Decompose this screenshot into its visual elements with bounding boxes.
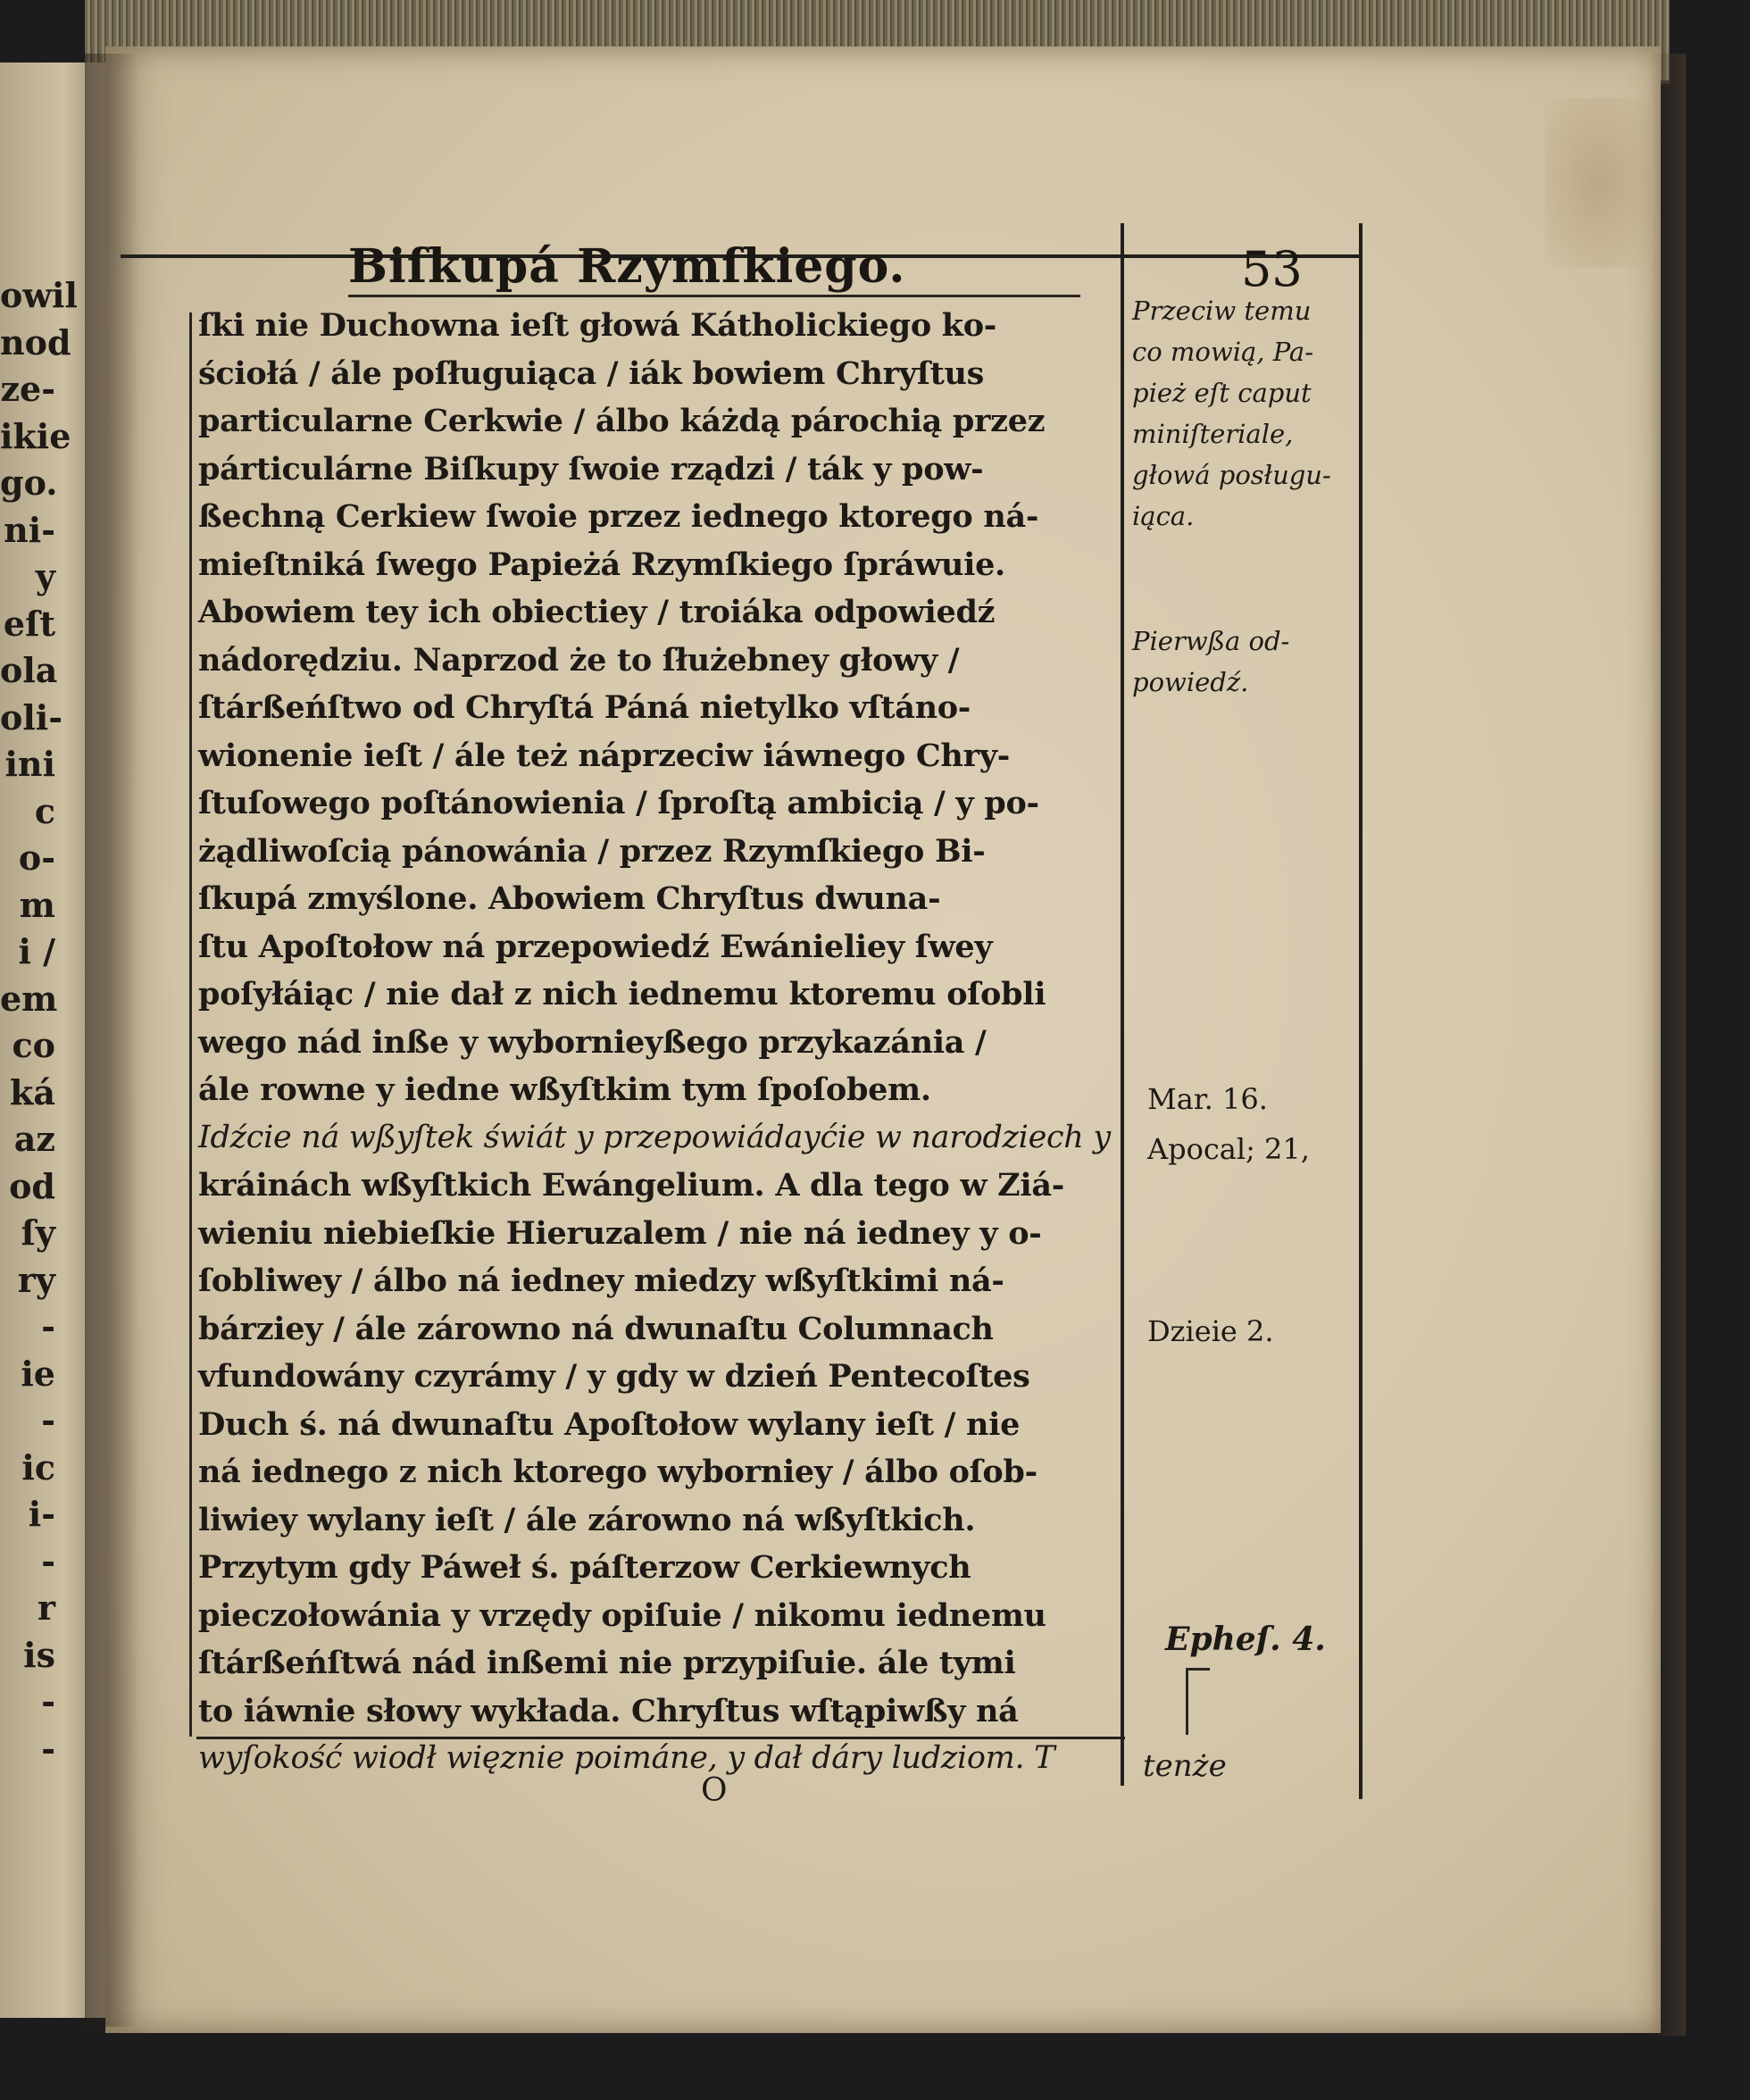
- margin-note-pierwsza: [1132, 621, 1366, 703]
- left-page-fragment: em: [0, 978, 58, 1019]
- text-line: mieſtniká ſwego Papieżá Rzymſkiego ſpráwuie.: [198, 546, 1005, 583]
- paper-stain: [1545, 98, 1652, 268]
- left-page-fragment: r: [37, 1588, 55, 1628]
- left-page-fragment: i /: [18, 931, 55, 971]
- margin-note-line: Pierwßa od-: [1132, 626, 1290, 656]
- left-page-fragment: ſy: [21, 1212, 55, 1253]
- left-page-fragment: ola: [0, 650, 58, 690]
- margin-ref-apocal: Apocal; 21,: [1147, 1132, 1310, 1166]
- left-page-fragment: ini: [4, 744, 55, 784]
- catchword: tenże: [1143, 1748, 1227, 1784]
- margin-note-przeciw: [1132, 290, 1366, 537]
- signature-mark: O: [701, 1772, 728, 1809]
- margin-note-line: powiedź.: [1132, 667, 1249, 697]
- left-page-fragment: m: [19, 884, 55, 925]
- margin-note-line: pież eſt caput: [1132, 378, 1312, 408]
- text-line: ßechną Cerkiew ſwoie przez iednego ktorego ná-: [198, 498, 1039, 535]
- text-line: Duch ś. ná dwunaſtu Apoſtołow wylany ieſt / nie: [198, 1405, 1021, 1443]
- left-page-fragment: nod: [0, 321, 71, 362]
- left-page-fragment: oli-: [0, 696, 62, 738]
- left-page-fragment: c: [34, 790, 55, 831]
- left-page-fragment: -: [41, 1306, 55, 1346]
- running-head-underline: [348, 295, 1080, 297]
- left-page-fragment: ie: [21, 1353, 55, 1394]
- text-line: vfundowány czyrámy / y gdy w dzień Pentecoſtes: [198, 1358, 1030, 1395]
- text-line: wego nád inße y wybornieyßego przykazánia /: [198, 1023, 987, 1061]
- text-line: Przytym gdy Páweł ś. páſterzow Cerkiewnych: [198, 1549, 971, 1586]
- text-line: párticulárne Biſkupy ſwoie rządzi / ták y pow-: [198, 450, 984, 488]
- margin-ref-mar: Mar. 16.: [1147, 1082, 1268, 1116]
- running-head: Biſkupá Rzymſkiego.: [348, 239, 906, 294]
- text-line: ściołá / ále poſługuiąca / iák bowiem Chryſtus: [198, 354, 984, 392]
- text-line: żądliwoſcią pánowánia / przez Rzymſkiego Bi-: [198, 832, 986, 870]
- page-number: 53: [1241, 241, 1303, 297]
- left-page-fragment: go.: [0, 462, 58, 503]
- text-line: wionenie ieſt / ále też náprzeciw iáwnego Chry-: [198, 737, 1010, 774]
- margin-note-line: co mowią, Pa-: [1132, 337, 1313, 367]
- left-page-fragment: eſt: [3, 603, 55, 644]
- left-page-fragment: -: [41, 1540, 55, 1581]
- text-line: ále rowne y iedne wßyſtkim tym ſpoſobem.: [198, 1071, 931, 1108]
- text-line: ſtu Apoſtołow ná przepowiedź Ewánieliey ſwey: [198, 928, 993, 965]
- text-line: ſtárßeńſtwo od Chryſtá Páná nietylko vſtáno-: [198, 689, 971, 726]
- left-page-fragment: is: [23, 1634, 55, 1675]
- text-line: kráinách wßyſtkich Ewángelium. A dla tego w Ziá-: [198, 1167, 1064, 1204]
- gutter-shadow: [85, 54, 138, 2027]
- margin-note-line: miniſteriale,: [1132, 419, 1294, 449]
- page-edge-shadow: [1650, 54, 1686, 2036]
- text-line: ſobliwey / álbo ná iedney miedzy wßyſtkimi ná-: [198, 1262, 1004, 1299]
- left-page-fragment: -: [41, 1681, 55, 1721]
- left-page-fragment: co: [12, 1025, 55, 1065]
- text-line: ſtárßeńſtwá nád inßemi nie przypiſuie. ále tymi: [198, 1645, 1016, 1681]
- left-page-fragment: ze-: [0, 369, 55, 409]
- left-page-fragment: y: [35, 556, 55, 596]
- text-frame-left-rule: [189, 312, 192, 1737]
- margin-note-line: iąca.: [1132, 501, 1195, 531]
- text-line: particularne Cerkwie / álbo káżdą párochią przez: [198, 403, 1046, 439]
- text-line: wyſokość wiodł więznie poimáne, y dał dáry ludziom. T: [198, 1740, 1055, 1776]
- text-line: ná iednego z nich ktorego wyborniey / álbo oſob-: [198, 1454, 1038, 1490]
- left-page-fragment: -: [41, 1728, 55, 1769]
- left-page-fragment: ká: [10, 1071, 55, 1112]
- text-line: ſtuſowego poſtánowienia / ſproſtą ambicią / y po-: [198, 785, 1039, 821]
- left-page-fragment: ni-: [4, 509, 55, 550]
- text-line: nádorędziu. Naprzod że to ſłużebney głowy /: [198, 641, 960, 679]
- margin-bracket-mark: [1186, 1668, 1210, 1735]
- left-page-fragment: i-: [28, 1494, 55, 1534]
- text-line: bárziey / ále zárowno ná dwunaſtu Columnach: [198, 1310, 994, 1347]
- left-page-fragment: az: [13, 1119, 55, 1159]
- main-text-block: [198, 302, 1136, 1783]
- left-page-fragment: ikie: [0, 415, 71, 456]
- left-page-fragment: -: [41, 1400, 55, 1440]
- left-page-fragment: ry: [17, 1259, 55, 1300]
- text-line: Abowiem tey ich obiectiey / troiáka odpowiedź: [198, 594, 996, 630]
- text-line: to iáwnie słowy wykłada. Chryſtus wſtąpiwßy ná: [198, 1692, 1019, 1729]
- left-page-fragment: od: [9, 1165, 55, 1206]
- left-page-fragment: ic: [21, 1446, 55, 1488]
- text-line: Idźcie ná wßyſtek świát y przepowiádayćie w narodziech y: [198, 1119, 1111, 1155]
- margin-ref-ephes: Epheſ. 4.: [1165, 1621, 1326, 1658]
- text-line: pieczołowánia y vrzędy opiſuie / nikomu iednemu: [198, 1596, 1046, 1634]
- margin-note-line: głowá posługu-: [1132, 460, 1331, 490]
- left-page-fragment: o-: [18, 838, 55, 878]
- margin-ref-dzieie: Dzieie 2.: [1147, 1314, 1274, 1348]
- left-page-text-fragments: [0, 272, 78, 1772]
- margin-note-line: Przeciw temu: [1132, 296, 1312, 326]
- text-line: poſyłáiąc / nie dał z nich iednemu ktoremu oſobli: [198, 976, 1046, 1012]
- left-page-fragment: owil: [0, 275, 78, 315]
- text-line: wieniu niebieſkie Hieruzalem / nie ná iedney y o-: [198, 1214, 1042, 1252]
- text-line: liwiey wylany ieſt / ále zárowno ná wßyſtkich.: [198, 1501, 976, 1538]
- text-line: ſkupá zmyślone. Abowiem Chryſtus dwuna-: [198, 880, 941, 917]
- text-line: ſki nie Duchowna ieſt głowá Kátholickiego ko-: [198, 307, 996, 344]
